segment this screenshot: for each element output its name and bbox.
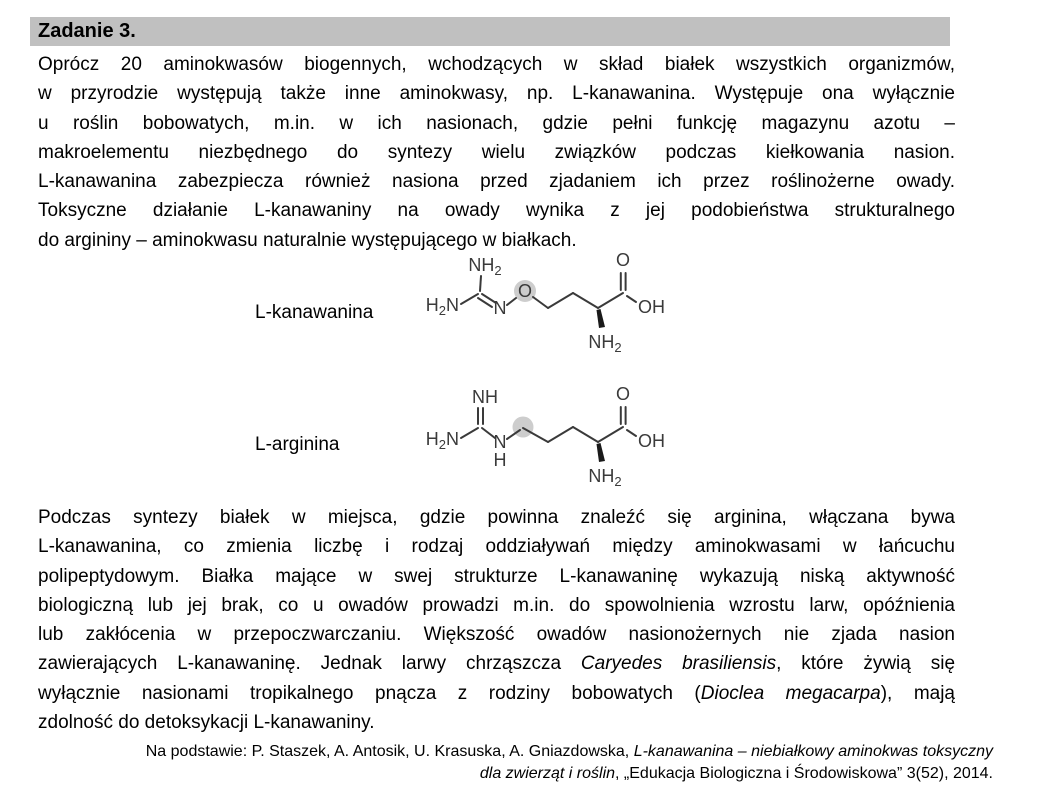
- atom-label-top-imine: NH: [472, 387, 498, 407]
- bonds: [461, 407, 636, 442]
- text-line: [38, 138, 955, 167]
- source-citation: [38, 741, 993, 785]
- text-span: wyłącznie nasionami tropikalnego pnącza z rodziny bobowatych (: [38, 682, 701, 704]
- text-span: Podczas syntezy białek w miejsca, gdzie powinna znaleźć się arginina, włączana bywa: [38, 507, 955, 528]
- italic-text: L-kanawanina – niebiałkowy aminokwas toksyczny: [633, 743, 993, 760]
- atom-label-carbonyl-o: O: [615, 250, 631, 270]
- highlight-circle: [513, 417, 534, 438]
- text-span: L-kanawanina zabezpiecza również nasiona przed zjadaniem ich przez roślinożerne owady.: [38, 171, 955, 193]
- text-span: L-kanawanina, co zmienia liczbę i rodzaj oddziaływań między aminokwasami w łańcuchu: [38, 536, 955, 558]
- text-line: [38, 708, 955, 737]
- text-span: Toksyczne działanie L-kanawaniny na owady wynika z jej podobieństwa strukturalnego: [38, 200, 955, 222]
- text-line: [38, 109, 955, 138]
- atom-label-chain-n: N: [493, 298, 507, 318]
- text-line: [38, 679, 955, 708]
- l-arginina-structure: [425, 383, 675, 501]
- task-header: [30, 17, 950, 46]
- text-line: [38, 620, 955, 649]
- task-title: Zadanie 3.: [38, 20, 136, 42]
- text-span: ), mają: [880, 682, 955, 704]
- text-line: [38, 167, 955, 196]
- figure-label-arginina: L-arginina: [255, 434, 340, 455]
- italic-text: Dioclea megacarpa: [700, 682, 881, 704]
- text-line: [38, 649, 955, 678]
- bonds: [461, 273, 636, 308]
- atom-label-hydroxyl: OH: [638, 297, 666, 317]
- text-line: [38, 79, 955, 108]
- text-span: , „Edukacja Biologiczna i Środowiskowa” 3(52), 2014.: [615, 765, 993, 782]
- intro-paragraph: [38, 50, 955, 255]
- text-span: makroelementu niezbędnego do syntezy wielu związków podczas kiełkowania nasion.: [38, 141, 955, 163]
- text-line: [38, 562, 955, 591]
- atom-label-chain-n: N: [493, 432, 507, 452]
- atom-label-alpha-amine: $NH_2$: [588, 332, 622, 355]
- text-span: zdolność do detoksykacji L-kanawaniny.: [38, 712, 375, 734]
- text-span: biologiczną lub jej brak, co u owadów prowadzi m.in. do spowolnienia wzrostu larw, opóźnienia: [38, 594, 955, 616]
- text-span: u roślin bobowatych, m.in. w ich nasionach, gdzie pełni funkcję magazynu azotu –: [38, 112, 955, 134]
- atom-label-top-amine: $NH_2$: [468, 255, 502, 278]
- italic-text: Caryedes brasiliensis: [580, 653, 777, 675]
- italic-text: dla zwierząt i roślin: [479, 765, 616, 782]
- text-span: lub zakłócenia w przepoczwarczaniu. Większość owadów nasionożernych nie zjada nasion: [38, 624, 955, 646]
- text-line: [38, 763, 993, 785]
- body-paragraph: [38, 503, 955, 737]
- text-line: [38, 532, 955, 561]
- atom-label-chain-n-h: H: [493, 450, 507, 470]
- text-line: [38, 741, 993, 763]
- text-span: w przyrodzie występują także inne aminokwasy, np. L-kanawanina. Występuje ona wyłącznie: [38, 83, 955, 105]
- atom-label-oxygen: O: [517, 281, 533, 301]
- text-line: [38, 50, 955, 79]
- atom-label-hydroxyl: OH: [638, 431, 666, 451]
- atom-label-left-amine: $H_2N$: [425, 429, 459, 452]
- text-span: , które żywią się: [776, 653, 956, 675]
- l-kanawanina-structure: [425, 250, 675, 362]
- atom-label-carbonyl-o: O: [615, 384, 631, 404]
- text-span: do argininy – aminokwasu naturalnie występującego w białkach.: [38, 229, 577, 251]
- text-span: Oprócz 20 aminokwasów biogennych, wchodzących w skład białek wszystkich organizmów,: [38, 54, 955, 75]
- text-line: [38, 503, 955, 532]
- wedge-bond: [597, 309, 606, 328]
- atom-label-left-amine: $H_2N$: [425, 295, 459, 318]
- text-line: [38, 591, 955, 620]
- atom-label-alpha-amine: $NH_2$: [588, 466, 622, 489]
- text-span: zawierających L-kanawaninę. Jednak larwy chrząszcza: [38, 653, 581, 675]
- text-line: [38, 196, 955, 225]
- text-span: Na podstawie: P. Staszek, A. Antosik, U. Krasuska, A. Gniazdowska,: [145, 743, 634, 760]
- wedge-bond: [597, 443, 606, 462]
- figure-label-kanawanina: L-kanawanina: [255, 302, 374, 323]
- text-span: polipeptydowym. Białka mające w swej strukturze L-kanawaninę wykazują niską aktywność: [38, 565, 955, 587]
